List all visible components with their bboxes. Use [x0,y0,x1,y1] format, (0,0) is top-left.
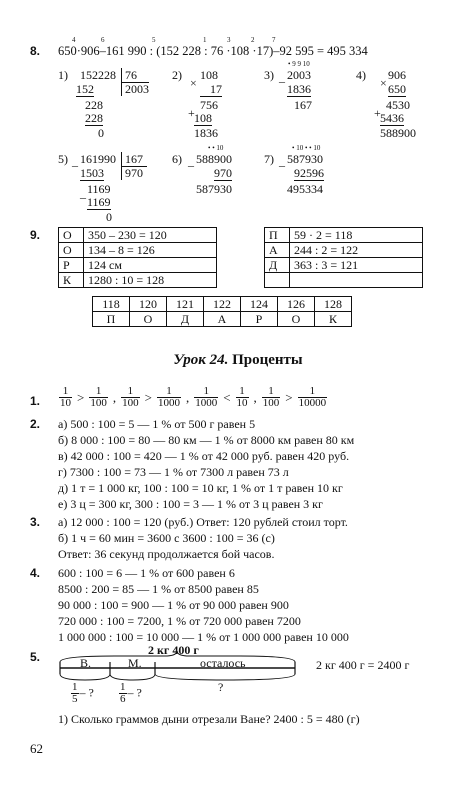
task4-number: 4. [30,566,41,580]
table-cell: 118 [93,297,130,312]
division-sub: 228 [85,111,103,125]
division-sub: 228 [85,98,103,112]
part-brace [155,674,295,680]
borrow-marks: • • 10 [208,144,224,152]
division-dividend: 161990 [80,152,116,166]
task8-sup: 5 [152,36,156,44]
mult-b: 650 [388,82,406,96]
table-cell: О [59,228,84,243]
table-cell: 122 [204,297,241,312]
segment-label-rest: осталось [200,656,246,670]
segment-label-m: М. [128,656,142,670]
mult-partial: 5436 [380,111,404,125]
table-cell: П [265,228,290,243]
sub-b: 1836 [287,82,311,96]
table-row [93,312,352,327]
fraction-label: $\frac{1}{5}$ – ? [72,681,94,705]
table-cell: 1280 : 10 = 128 [84,273,217,288]
task2-line: в) 42 000 : 100 = 420 — 1 % от 42 000 руб. равен 420 руб. [58,449,350,463]
left-table [58,227,217,288]
division-remainder: 0 [98,126,104,140]
task3-number: 3. [30,515,41,529]
task2-line: а) 500 : 100 = 5 — 1 % от 500 г равен 5 [58,417,256,431]
sub-a: 587930 [287,152,323,166]
table-row [59,243,217,258]
task8-sup: 7 [272,36,276,44]
table-cell: А [204,312,241,327]
conversion-line: 2 кг 400 г = 2400 г [316,658,410,672]
table-cell: К [315,312,352,327]
task8-sup: 6 [101,36,105,44]
task4-line: 720 000 : 100 = 7200, 1 % от 720 000 равен 7200 [58,614,301,628]
mult-b: 17 [200,82,222,97]
table-cell: 124 см [84,258,217,273]
table-row [59,273,217,288]
fraction-label: $\frac{1}{6}$ – ? [120,681,142,705]
table-cell: 126 [278,297,315,312]
task3-line: а) 12 000 : 100 = 120 (руб.) Ответ: 120 рублей стоил торт. [58,515,348,529]
task2-number: 2. [30,417,41,431]
part-brace [60,674,110,680]
borrow-marks: • 10 • • 10 [292,144,321,152]
task8-sup: 4 [72,36,76,44]
step-label: 6) [172,152,182,166]
answer-word-table [92,296,352,327]
table-cell: О [278,312,315,327]
table-row [265,273,423,288]
sub-a: 2003 [287,68,311,82]
table-cell [265,273,290,288]
task8-sup: 1 [203,36,207,44]
step-label: 5) [58,152,68,166]
table-cell: 121 [167,297,204,312]
mult-a: 108 [200,68,218,82]
task4-line: 600 : 100 = 6 — 1 % от 600 равен 6 [58,566,235,580]
division-dividend: 152228 [80,68,116,82]
task2-line: б) 8 000 : 100 = 80 — 80 км — 1 % от 8000 км равен 80 км [58,433,355,447]
division-divisor: 167 [125,152,143,166]
division-quotient: 2003 [125,82,149,96]
division-quotient: 970 [125,166,143,180]
fraction-comparisons: $\frac{1}{10}$ > $\frac{1}{100}$ , $\frac{1}{100}$ > $\frac{1}{1000}$ , $\frac{1}{1000}$ < $\frac{1}{10}$ , $\frac{1}{100}$ > $\frac{1}{10000}$ [60,385,327,409]
mult-partial: 756 [200,98,218,112]
table-row [265,228,423,243]
step-label: 4) [356,68,366,82]
task2-line: д) 1 т = 1 000 кг, 100 : 100 = 10 кг, 1 % от 1 т равен 10 кг [58,481,343,495]
task4-line: 90 000 : 100 = 900 — 1 % от 90 000 равен 900 [58,598,289,612]
page-number: 62 [30,741,43,756]
table-cell: О [130,312,167,327]
table-cell: 120 [130,297,167,312]
task4-line: 8500 : 200 = 85 — 1 % от 8500 равен 85 [58,582,259,596]
step-label: 1) [58,68,68,82]
borrow-marks: • 9 9 10 [288,60,310,68]
lesson-title: Урок 24. Проценты [173,352,303,368]
table-cell: К [59,273,84,288]
task8-sup: 2 [251,36,255,44]
division-sub: 1503 [80,166,104,180]
table-cell: П [93,312,130,327]
task2-line: е) 3 ц = 300 кг, 300 : 100 = 3 — 1 % от 3 ц равен 3 кг [58,497,323,511]
division-divisor: 76 [125,68,137,82]
segment-diagram [55,652,300,682]
sub-result: 167 [294,98,312,112]
mult-partial: 108 [194,111,212,125]
table-row [265,258,423,273]
sub-result: 495334 [287,182,323,196]
table-cell [290,273,423,288]
table-cell: Р [241,312,278,327]
step-label: 3) [264,68,274,82]
task2-line: г) 7300 : 100 = 73 — 1 % от 7300 л равен 73 л [58,465,289,479]
sub-b: 92596 [294,166,324,180]
segment-label-v: В. [80,656,92,670]
table-cell: А [265,243,290,258]
table-cell: 363 : 3 = 121 [290,258,423,273]
table-cell: О [59,243,84,258]
mult-result: 588900 [380,126,416,140]
task8-sup: 3 [227,36,231,44]
task3-line: б) 1 ч = 60 мин = 3600 с 3600 : 100 = 36 (с) [58,531,275,545]
task4-line: 1 000 000 : 100 = 10 000 — 1 % от 1 000 000 равен 10 000 [58,630,349,644]
task5-number: 5. [30,650,41,664]
task8-expression: 650·906–161 990 : (152 228 : 76 ·108 ·17)–92 595 = 495 334 [58,44,368,58]
table-cell: 59 · 2 = 118 [290,228,423,243]
question-mark: ? [218,680,224,694]
part-brace [110,674,155,680]
division-sub: 152 [76,82,94,96]
table-row [265,243,423,258]
task8-number: 8. [30,44,41,58]
mult-a: 906 [388,68,406,82]
table-cell: 134 – 8 = 126 [84,243,217,258]
table-row [59,258,217,273]
sub-a: 588900 [196,152,232,166]
total-brace [60,652,295,662]
table-cell: 128 [315,297,352,312]
sub-result: 587930 [196,182,232,196]
diagram-total-label: 2 кг 400 г [148,643,199,657]
task9-number: 9. [30,228,41,242]
table-cell: Р [59,258,84,273]
task1-number: 1. [30,394,41,408]
division-sub: 1169 [87,182,111,196]
task3-line: Ответ: 36 секунд продолжается бой часов. [58,547,275,561]
table-cell: Д [265,258,290,273]
table-row [59,228,217,243]
table-cell: 124 [241,297,278,312]
table-cell: 350 – 230 = 120 [84,228,217,243]
mult-partial: 4530 [386,98,410,112]
division-remainder: 0 [106,210,112,224]
table-cell: 244 : 2 = 122 [290,243,423,258]
sub-b: 970 [214,166,232,180]
step-label: 7) [264,152,274,166]
table-row [93,297,352,312]
task5-step: 1) Сколько граммов дыни отрезали Ване? 2400 : 5 = 480 (г) [58,712,360,726]
step-label: 2) [172,68,182,82]
right-table [264,227,423,288]
division-sub: 1169 [87,195,111,209]
mult-result: 1836 [194,126,218,140]
table-cell: Д [167,312,204,327]
